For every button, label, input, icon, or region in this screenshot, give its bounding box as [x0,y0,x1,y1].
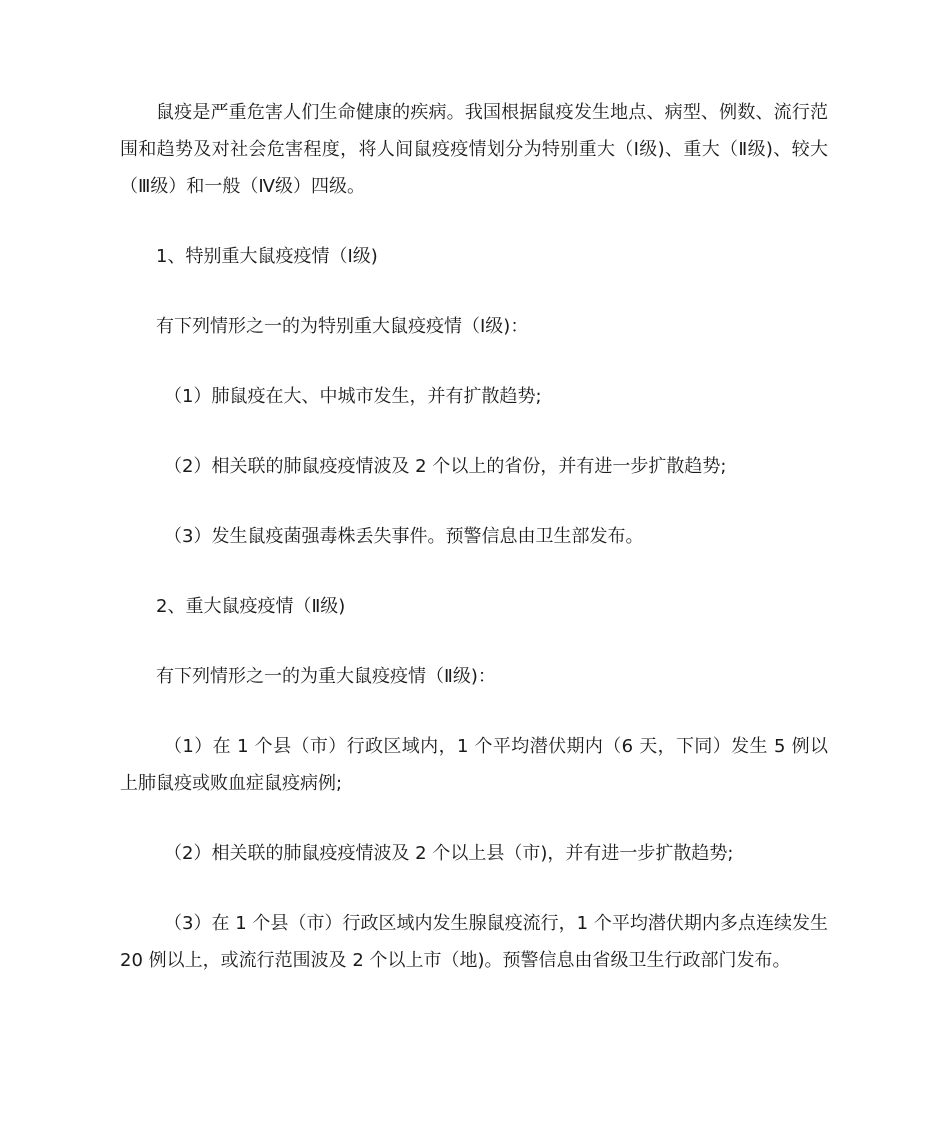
section-1-heading: 1、特别重大鼠疫疫情（Ⅰ级) [156,246,378,267]
section-2-item-1: （1）在 1 个县（市）行政区域内，1 个平均潜伏期内（6 天，下同）发生 5 例以上肺鼠疫或败血症鼠疫病例; [120,736,828,794]
document-body [120,94,828,979]
section-2-item-2: （2）相关联的肺鼠疫疫情波及 2 个以上县（市)，并有进一步扩散趋势; [164,843,734,864]
section-2-heading: 2、重大鼠疫疫情（Ⅱ级) [156,596,346,617]
section-1-item-1: （1）肺鼠疫在大、中城市发生，并有扩散趋势; [164,386,542,407]
section-1-item-3: （3）发生鼠疫菌强毒株丢失事件。预警信息由卫生部发布。 [164,526,644,547]
section-2-lead: 有下列情形之一的为重大鼠疫疫情（Ⅱ级)： [156,666,496,687]
intro-paragraph: 鼠疫是严重危害人们生命健康的疾病。我国根据鼠疫发生地点、病型、例数、流行范围和趋势及对社会危害程度，将人间鼠疫疫情划分为特别重大（Ⅰ级)、重大（Ⅱ级)、较大（Ⅲ级）和一般（Ⅳ级）四级。 [120,102,828,197]
section-1-item-2: （2）相关联的肺鼠疫疫情波及 2 个以上的省份，并有进一步扩散趋势; [164,456,727,477]
section-2-item-3: （3）在 1 个县（市）行政区域内发生腺鼠疫流行，1 个平均潜伏期内多点连续发生 20 例以上，或流行范围波及 2 个以上市（地)。预警信息由省级卫生行政部门发布。 [120,913,828,971]
section-1-lead: 有下列情形之一的为特别重大鼠疫疫情（Ⅰ级)： [156,316,529,337]
